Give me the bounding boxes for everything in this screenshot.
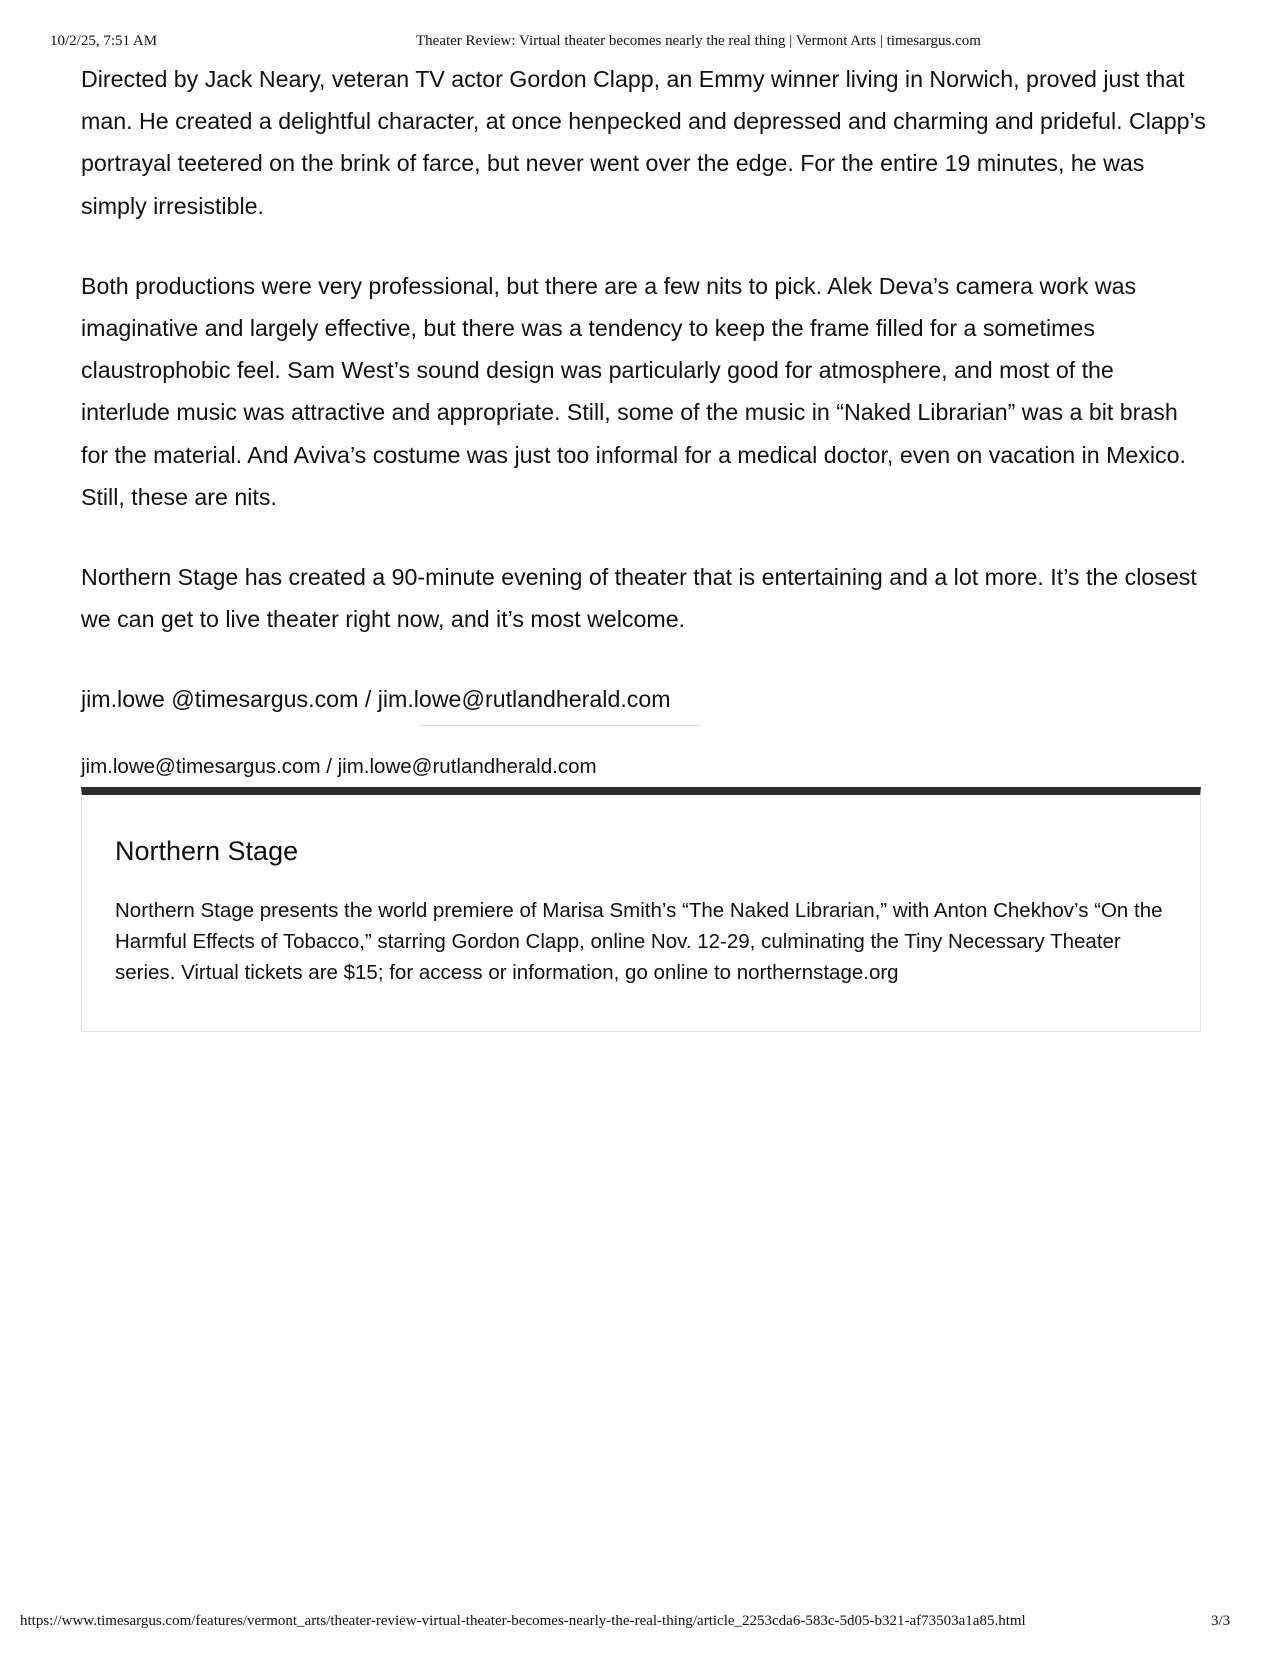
article-body: [81, 58, 1206, 721]
info-box-title: Northern Stage: [115, 836, 299, 866]
byline-divider: [420, 725, 700, 726]
print-page-title: Theater Review: Virtual theater becomes nearly the real thing | Vermont Arts | timesargus.com: [416, 33, 981, 49]
print-url: https://www.timesargus.com/features/vermont_arts/theater-review-virtual-theater-becomes-nearly-the-real-thing/article_2253cda6-583c-5d05-b321-af73503a1a85.html: [20, 1613, 1026, 1629]
print-date: 10/2/25, 7:51 AM: [50, 33, 158, 49]
print-header: [0, 33, 1280, 53]
info-box: [81, 787, 1201, 1032]
info-box-text: Northern Stage presents the world premiere of Marisa Smith’s “The Naked Librarian,” with Anton Chekhov’s “On the Harmful Effects of Tobacco,” starring Gordon Clapp, online Nov. 12-29, culminating the Tiny Necessary Theater series. Virtual tickets are $15; for access or information, go online to northernstage.org: [115, 899, 1163, 984]
page-number: 3/3: [1211, 1613, 1231, 1629]
author-contact: jim.lowe@timesargus.com / jim.lowe@rutlandherald.com: [81, 755, 597, 778]
print-footer: [0, 1613, 1280, 1633]
article-byline: jim.lowe @timesargus.com / jim.lowe@rutlandherald.com: [81, 686, 671, 713]
article-paragraph: Both productions were very professional, but there are a few nits to pick. Alek Deva’s camera work was imaginative and largely effective, but there was a tendency to keep the frame filled for a sometimes claustrophobic feel. Sam West’s sound design was particularly good for atmosphere, and most of the interlude music was attractive and appropriate. Still, some of the music in “Naked Librarian” was a bit brash for the material. And Aviva’s costume was just too informal for a medical doctor, even on vacation in Mexico. Still, these are nits.: [81, 272, 1186, 510]
article-paragraph: Northern Stage has created a 90-minute evening of theater that is entertaining and a lot more. It’s the closest we can get to live theater right now, and it’s most welcome.: [81, 564, 1197, 633]
article-paragraph: Directed by Jack Neary, veteran TV actor Gordon Clapp, an Emmy winner living in Norwich, proved just that man. He created a delightful character, at once henpecked and depressed and charming and prideful. Clapp’s portrayal teetered on the brink of farce, but never went over the edge. For the entire 19 minutes, he was simply irresistible.: [81, 66, 1206, 219]
